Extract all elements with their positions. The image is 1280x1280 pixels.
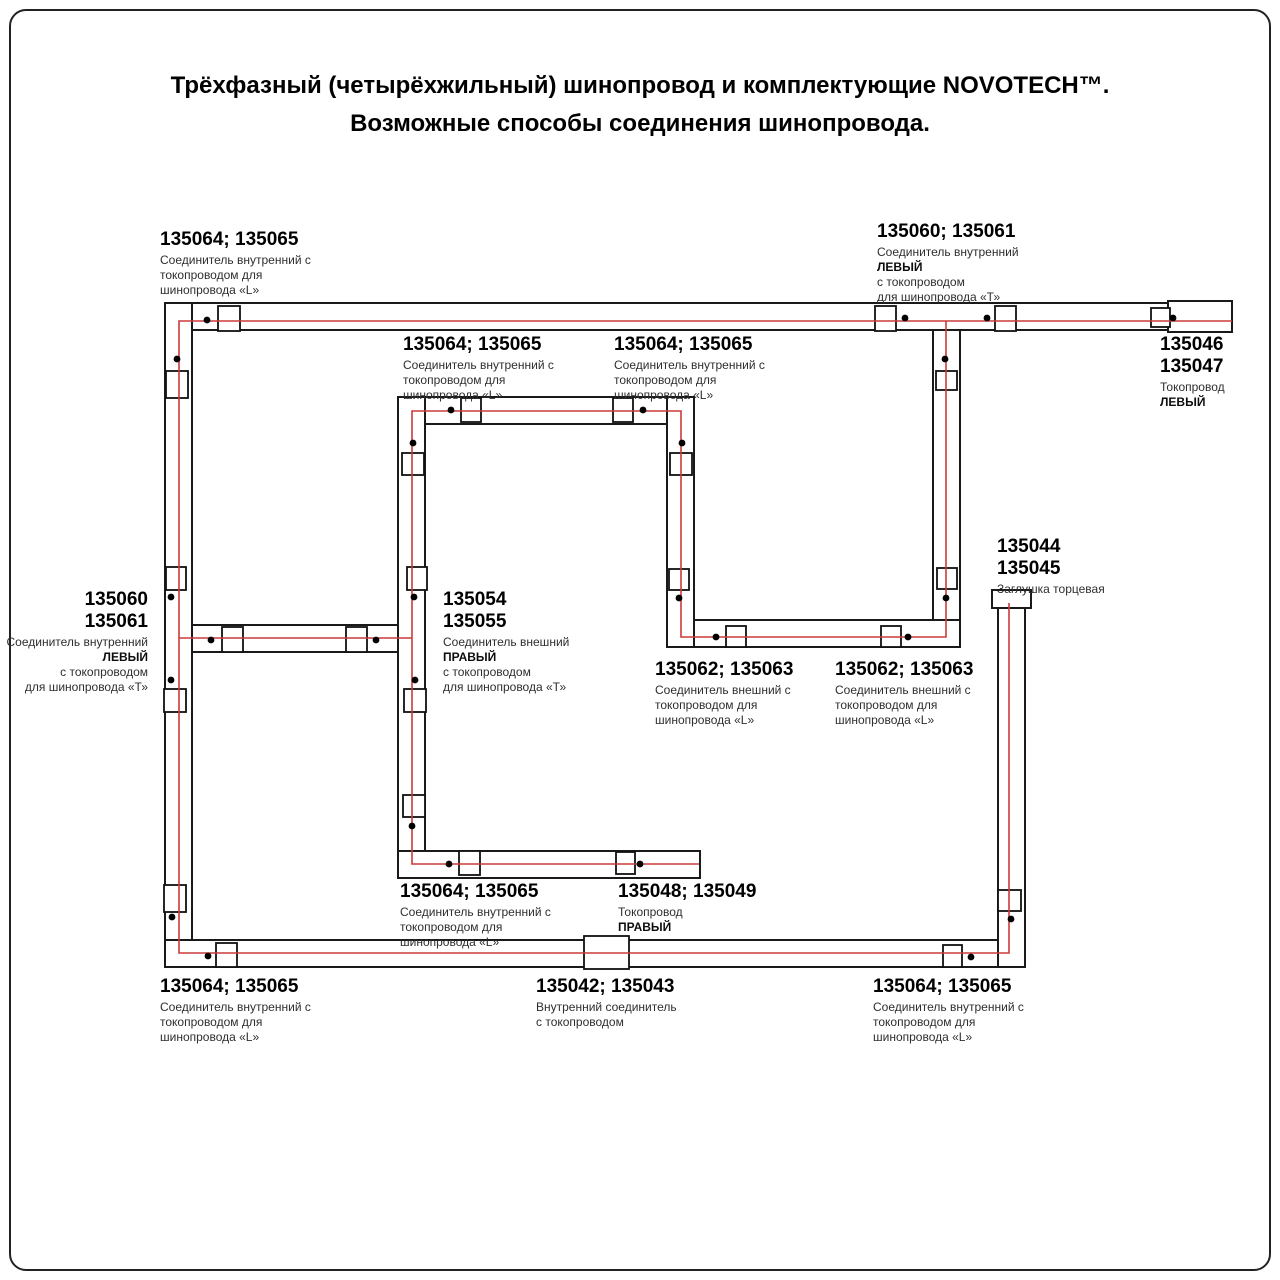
part-desc-line: Внутренний соединитель — [536, 1000, 677, 1014]
part-desc-line: токопроводом для — [160, 1015, 263, 1029]
part-desc-line: токопроводом для — [835, 698, 938, 712]
junction-dot — [984, 315, 991, 322]
part-code: 135061 — [84, 611, 148, 632]
junction-dot — [174, 356, 181, 363]
part-label-top-left-inner-l — [160, 229, 311, 298]
part-desc-line: токопроводом для — [873, 1015, 976, 1029]
connector-joint — [616, 852, 635, 874]
part-desc-line: Соединитель внутренний с — [403, 358, 554, 372]
connector-joint — [166, 567, 186, 590]
part-desc-line: Соединитель внутренний с — [614, 358, 765, 372]
part-desc-line: ПРАВЫЙ — [618, 920, 672, 934]
part-desc-line: токопроводом для — [655, 698, 758, 712]
part-desc-line: ЛЕВЫЙ — [877, 260, 923, 274]
junction-dot — [410, 440, 417, 447]
part-desc-line: токопроводом для — [403, 373, 506, 387]
junction-dot — [411, 594, 418, 601]
part-label-outer-l-1 — [655, 659, 793, 728]
junction-dot — [676, 595, 683, 602]
part-desc-line: Соединитель внутренний с — [160, 253, 311, 267]
track-segment-top — [165, 303, 1232, 330]
part-desc-line: для шинопровода «Т» — [24, 680, 148, 694]
junction-dot — [208, 637, 215, 644]
junction-dot — [637, 861, 644, 868]
junction-dot — [968, 954, 975, 961]
junction-dot — [168, 594, 175, 601]
connector-joint — [164, 689, 186, 712]
part-desc-line: для шинопровода «Т» — [443, 680, 567, 694]
part-desc-line: Соединитель внутренний — [6, 635, 148, 649]
junction-dot — [168, 677, 175, 684]
part-desc-line: шинопровода «L» — [400, 935, 500, 949]
junction-dot — [204, 317, 211, 324]
part-code: 135044 — [997, 536, 1061, 557]
page-title-line2: Возможные способы соединения шинопровода. — [350, 110, 930, 137]
part-desc-line: с токопроводом — [443, 665, 531, 679]
connector-joint — [218, 306, 240, 331]
junction-dot — [1170, 315, 1177, 322]
part-code: 135062; 135063 — [655, 659, 794, 680]
junction-dot — [942, 356, 949, 363]
connector-joint — [669, 569, 689, 590]
page-title-line1: Трёхфазный (четырёхжильный) шинопровод и комплектующие NOVOTECH™. — [170, 72, 1110, 99]
connector-joint — [943, 945, 962, 967]
part-code: 135042; 135043 — [536, 976, 675, 997]
part-desc-line: шинопровода «L» — [655, 713, 755, 727]
connector-joint — [403, 795, 425, 817]
part-desc-line: ЛЕВЫЙ — [102, 650, 148, 664]
part-code: 135064; 135065 — [614, 334, 753, 355]
part-label-bottom-right-inner-l — [873, 976, 1024, 1045]
part-code: 135048; 135049 — [618, 881, 757, 902]
part-code: 135060; 135061 — [877, 221, 1016, 242]
part-desc-line: токопроводом для — [160, 268, 263, 282]
connector-joint — [164, 885, 186, 912]
part-code: 135045 — [997, 558, 1061, 579]
part-code: 135064; 135065 — [160, 976, 299, 997]
junction-dot — [640, 407, 647, 414]
part-desc-line: Соединитель внутренний с — [873, 1000, 1024, 1014]
connector-joint — [937, 568, 957, 589]
junction-dot — [448, 407, 455, 414]
part-desc-line: шинопровода «L» — [614, 388, 714, 402]
junction-dot — [409, 823, 416, 830]
part-desc-line: с токопроводом — [60, 665, 148, 679]
part-desc-line: Соединитель внешний с — [655, 683, 791, 697]
connector-joint — [407, 567, 427, 590]
part-desc-line: шинопровода «L» — [835, 713, 935, 727]
part-label-outer-t-right — [443, 589, 569, 695]
part-code: 135064; 135065 — [400, 881, 539, 902]
part-desc-line: Соединитель внешний с — [835, 683, 971, 697]
part-label-top-t-left — [877, 221, 1019, 305]
part-desc-line: ЛЕВЫЙ — [1160, 395, 1206, 409]
part-label-left-t — [5, 589, 148, 695]
part-label-end-cap — [997, 536, 1105, 597]
part-label-bottom-left-inner-l — [160, 976, 311, 1045]
part-desc-line: для шинопровода «Т» — [877, 290, 1001, 304]
connector-joint — [346, 627, 367, 652]
track-segment-inner-bottom — [667, 620, 960, 647]
junction-dot — [905, 634, 912, 641]
part-desc-line: Соединитель внутренний с — [400, 905, 551, 919]
part-desc-line: шинопровода «L» — [873, 1030, 973, 1044]
part-desc-line: Токопровод — [1160, 380, 1225, 394]
track-segment-feed-left-end — [1168, 301, 1232, 332]
part-label-mid-inner-l-1 — [403, 334, 554, 403]
junction-dot — [943, 595, 950, 602]
part-label-mid-inner-l-2 — [614, 334, 765, 403]
part-desc-line: ПРАВЫЙ — [443, 650, 497, 664]
junction-dot — [373, 637, 380, 644]
junction-dot — [412, 677, 419, 684]
track-segment-right-cap — [998, 607, 1025, 967]
junction-dot — [1008, 916, 1015, 923]
connector-joint — [459, 851, 480, 875]
part-code: 135054 — [443, 589, 507, 610]
part-code: 135062; 135063 — [835, 659, 974, 680]
junction-dot — [679, 440, 686, 447]
part-code: 135046 — [1160, 334, 1224, 355]
connector-joint — [1151, 308, 1170, 327]
part-code: 135047 — [1160, 356, 1224, 377]
part-label-feed-right — [618, 881, 756, 935]
part-desc-line: Соединитель внутренний — [877, 245, 1019, 259]
part-label-feed-left — [1160, 334, 1225, 410]
connector-joint — [875, 306, 896, 331]
part-desc-line: токопроводом для — [400, 920, 503, 934]
part-desc-line: с токопроводом — [877, 275, 965, 289]
junction-dot — [446, 861, 453, 868]
junction-dot — [902, 315, 909, 322]
part-code: 135064; 135065 — [160, 229, 299, 250]
part-desc-line: шинопровода «L» — [403, 388, 503, 402]
connector-joint — [402, 453, 424, 475]
connector-joint — [995, 306, 1016, 331]
part-desc-line: Соединитель внешний — [443, 635, 570, 649]
page-title — [0, 67, 1280, 143]
part-desc-line: шинопровода «L» — [160, 1030, 260, 1044]
part-label-bottom-mid-inner-l — [400, 881, 551, 950]
part-desc-line: Заглушка торцевая — [997, 582, 1105, 596]
connector-joint — [166, 371, 188, 398]
part-code: 135060 — [84, 589, 148, 610]
part-desc-line: токопроводом для — [614, 373, 717, 387]
junction-dot — [713, 634, 720, 641]
part-label-internal-connector — [536, 976, 677, 1030]
part-desc-line: шинопровода «L» — [160, 283, 260, 297]
part-label-outer-l-2 — [835, 659, 973, 728]
part-desc-line: с токопроводом — [536, 1015, 624, 1029]
junction-dot — [205, 953, 212, 960]
part-desc-line: Токопровод — [618, 905, 683, 919]
part-desc-line: Соединитель внутренний с — [160, 1000, 311, 1014]
part-code: 135064; 135065 — [873, 976, 1012, 997]
junction-dot — [169, 914, 176, 921]
connector-joint — [216, 943, 237, 967]
connector-joint — [404, 689, 426, 712]
connector-joint — [222, 627, 243, 652]
part-code: 135064; 135065 — [403, 334, 542, 355]
part-code: 135055 — [443, 611, 507, 632]
